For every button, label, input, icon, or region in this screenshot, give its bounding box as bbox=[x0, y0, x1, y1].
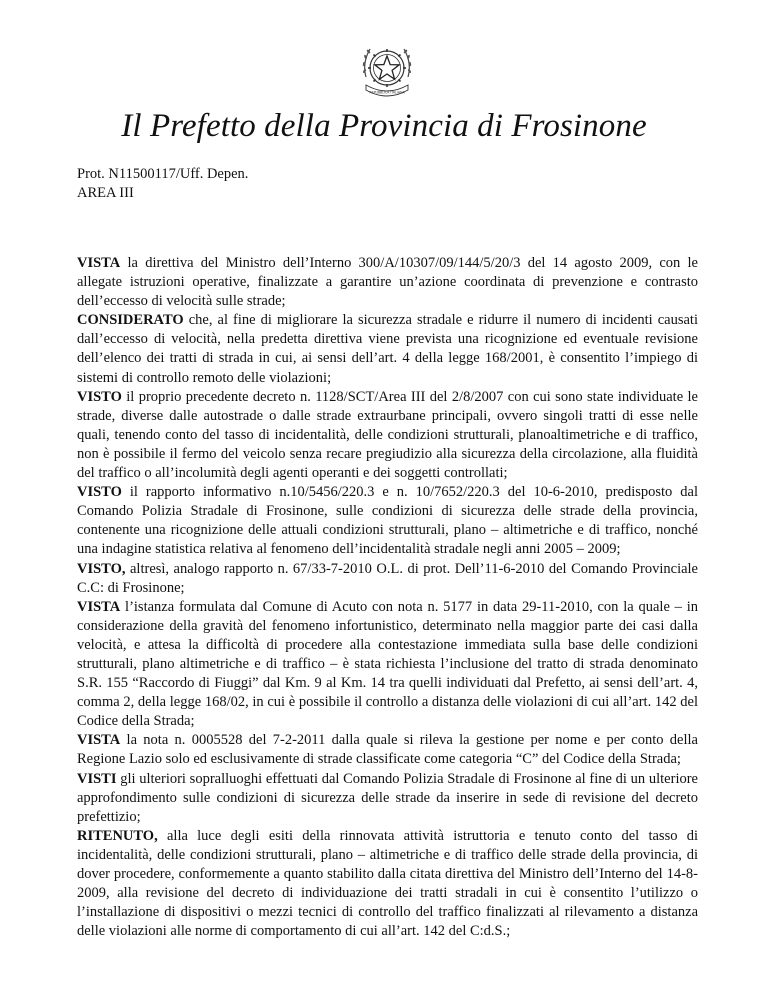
paragraph-text: gli ulteriori sopralluoghi effettuati dal Comando Polizia Stradale di Frosinone al fine di un ulteriore approfondimento sulle condizioni di sicurezza delle strade da inserire in sede di revisione del decreto prefettizio; bbox=[77, 770, 698, 825]
paragraph-text: alla luce degli esiti della rinnovata attività istruttoria e tenuto conto del tasso di incidentalità, delle condizioni strutturali, plano – altimetriche e di traffico delle strade della provincia, di dover procedere, conformemente a quanto stabilito dalla citata direttiva del Ministro dell’Interno del 14-8-2009, alla revisione del decreto di individuazione dei tratti stradali in cui è consentito l’utilizzo o l’installazione di dispositivi o mezzi tecnici di controllo del traffico finalizzati al rilevamento a distanza delle violazioni alle norme di comportamento di cui all’art. 142 del C:d.S.; bbox=[77, 827, 698, 940]
paragraph-vista-nota bbox=[77, 731, 698, 769]
paragraph-visto-decreto bbox=[77, 388, 698, 483]
italian-republic-emblem-icon bbox=[354, 37, 420, 103]
paragraph-considerato bbox=[77, 311, 698, 387]
paragraph-text: il rapporto informativo n.10/5456/220.3 e n. 10/7652/220.3 del 10-6-2010, predisposto dal Comando Polizia Stradale di Frosinone, sulle condizioni di sicurezza delle strade della provincia, contenente una ricognizione delle attuali condizioni strutturali, plano – altimetriche e di traffico, nonché una indagine statistica relativa al fenomeno dell’incidentalità stradale negli anni 2005 – 2009; bbox=[77, 484, 698, 558]
paragraph-text: la direttiva del Ministro dell’Interno 300/A/10307/09/144/5/20/3 del 14 agosto 2009, con le allegate istruzioni operative, finalizzate a garantire un’azione coordinata di prevenzione e contrasto dell’eccesso di velocità sulle strade; bbox=[77, 255, 698, 310]
paragraph-vista-direttiva bbox=[77, 254, 698, 311]
paragraph-visto-altresi bbox=[77, 560, 698, 598]
emblem-ribbon-text: REPUBBLICA ITALIANA bbox=[369, 90, 405, 95]
paragraph-text: che, al fine di migliorare la sicurezza stradale e ridurre il numero di incidenti causati dall’eccesso di velocità, nella predetta direttiva viene prevista una ricognizione ed eventuale revisione dell’elenco dei tratti di strada in cui, ai sensi dell’art. 4 della legge 168/2001, è consentito l’impiego di sistemi di controllo remoto delle violazioni; bbox=[77, 312, 698, 386]
paragraph-keyword: VISTI bbox=[77, 770, 117, 787]
paragraph-keyword: VISTA bbox=[77, 598, 121, 615]
paragraph-text: l’istanza formulata dal Comune di Acuto con nota n. 5177 in data 29-11-2010, con la quale – in considerazione della gravità del fenomeno infortunistico, determinato nella maggior parte dei casi dalla velocità, e attesa la difficoltà di procedere alla contestazione immediata sulla base delle condizioni strutturali, plano altimetriche e di traffico – è stata richiesta l’inclusione del tratto di strada denominato S.R. 155 “Raccordo di Fiuggi” dal Km. 9 al Km. 14 tra quelli individuati dal Prefetto, ai sensi dell’art. 4, comma 2, della legge 168/02, in cui è possibile il controllo a distanza delle violazioni di cui all’art. 142 del Codice della Strada; bbox=[77, 598, 698, 730]
paragraph-ritenuto bbox=[77, 827, 698, 942]
paragraph-keyword: VISTO bbox=[77, 388, 122, 405]
protocol-block bbox=[77, 165, 248, 203]
paragraph-text: il proprio precedente decreto n. 1128/SCT/Area III del 2/8/2007 con cui sono state individuate le strade, diverse dalle autostrade o dalle strade extraurbane principali, ovvero singoli tratti di esse nelle quali, tenendo conto del tasso di incidentalità, delle condizioni strutturali, planoaltimetriche e di traffico, non è possibile il fermo del veicolo senza recare pregiudizio alla sicurezza della circolazione, alla fluidità del traffico o all’incolumità degli agenti operanti e dei soggetti controllati; bbox=[77, 388, 698, 482]
paragraph-keyword: RITENUTO, bbox=[77, 827, 158, 844]
paragraph-keyword: CONSIDERATO bbox=[77, 312, 184, 329]
paragraph-vista-istanza bbox=[77, 598, 698, 732]
paragraph-keyword: VISTA bbox=[77, 732, 121, 749]
paragraph-keyword: VISTO, bbox=[77, 560, 126, 577]
decree-body bbox=[77, 254, 698, 941]
paragraph-keyword: VISTA bbox=[77, 255, 121, 271]
protocol-area: AREA III bbox=[77, 185, 134, 201]
page-title: Il Prefetto della Provincia di Frosinone bbox=[121, 108, 647, 144]
paragraph-text: altresì, analogo rapporto n. 67/33-7-2010 O.L. di prot. Dell’11-6-2010 del Comando Provinciale C.C: di Frosinone; bbox=[77, 560, 698, 596]
paragraph-keyword: VISTO bbox=[77, 484, 122, 501]
paragraph-visto-rapporto bbox=[77, 483, 698, 559]
paragraph-visti-sopralluoghi bbox=[77, 770, 698, 827]
protocol-number: Prot. N11500117/Uff. Depen. bbox=[77, 166, 249, 182]
paragraph-text: la nota n. 0005528 del 7-2-2011 dalla quale si rileva la gestione per nome e per conto della Regione Lazio solo ed esclusivamente di strade classificate come categoria “C” del Codice della Strada; bbox=[77, 732, 698, 768]
